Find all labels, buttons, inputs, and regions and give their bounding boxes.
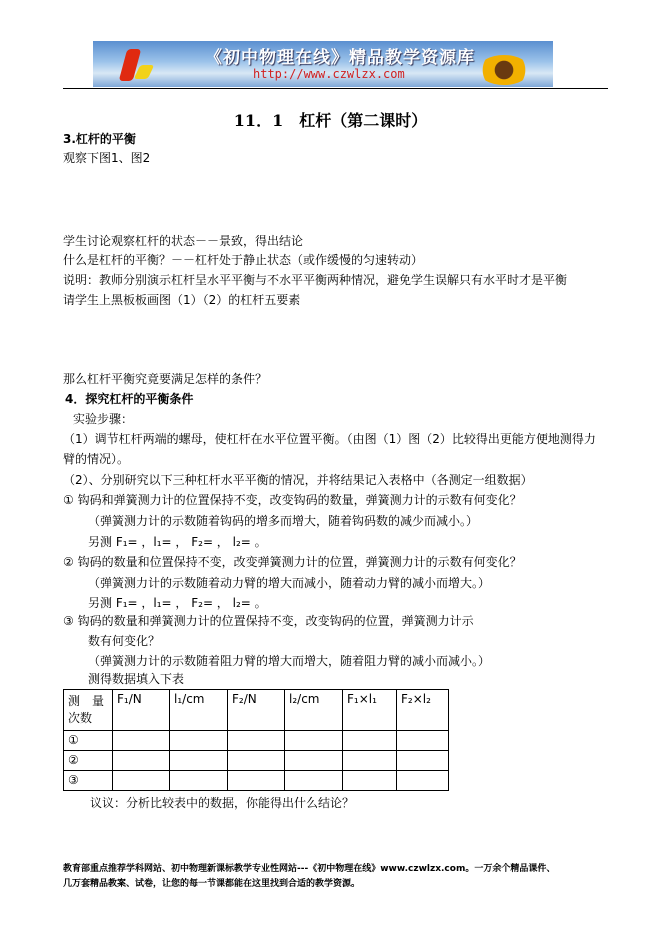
paragraph: ① 钩码和弹簧测力计的位置保持不变，改变钩码的数量，弹簧测力计的示数有何变化？ — [63, 493, 522, 507]
paragraph: （弹簧测力计的示数随着阻力臂的增大而增大，随着阻力臂的减小而减小。） — [88, 654, 491, 668]
cell[interactable] — [397, 771, 449, 791]
paragraph: （弹簧测力计的示数随着动力臂的增大而减小，随着动力臂的减小而增大。） — [88, 576, 491, 590]
cell[interactable] — [285, 751, 343, 771]
paragraph: 数有何变化？ — [88, 634, 161, 648]
fill-in-line: 另测 F₁= ，l₁= ， F₂= ， l₂= 。 — [88, 535, 267, 549]
cell[interactable] — [170, 751, 228, 771]
table-row — [64, 771, 449, 791]
header-cell: 测 量次数 — [64, 690, 113, 731]
footer-line: 几万套精品教案、试卷，让您的每一节课都能在这里找到合适的教学资源。 — [63, 879, 361, 889]
paragraph: 臂的情况）。 — [63, 452, 130, 466]
cell[interactable] — [228, 731, 285, 751]
table-header-row — [64, 690, 449, 731]
sunflower-icon — [478, 55, 530, 85]
cell[interactable] — [113, 751, 170, 771]
site-banner — [93, 41, 553, 87]
banner-url: http://www.czwlzx.com — [253, 67, 405, 81]
cell[interactable] — [228, 771, 285, 791]
cell[interactable] — [343, 751, 397, 771]
cell[interactable] — [343, 771, 397, 791]
paragraph: ③ 钩码的数量和弹簧测力计的位置保持不变，改变钩码的位置，弹簧测力计示 — [63, 614, 474, 628]
section-heading-3: 3.杠杆的平衡 — [63, 132, 136, 146]
cell[interactable] — [397, 731, 449, 751]
page-title: 11．1 杠杆（第二课时） — [233, 111, 428, 130]
fill-in-line: 另测 F₁= ，l₁= ， F₂= ， l₂= 。 — [88, 596, 267, 610]
cell[interactable] — [285, 731, 343, 751]
paragraph: （1）调节杠杆两端的螺母，使杠杆在水平位置平衡。（由图（1）图（2）比较得出更能方便地测得力 — [63, 432, 596, 446]
logo-accent-icon — [134, 65, 155, 79]
paragraph: 什么是杠杆的平衡？－－杠杆处于静止状态（或作缓慢的匀速转动） — [63, 253, 424, 267]
table-row — [64, 731, 449, 751]
row-label: ② — [64, 751, 113, 771]
paragraph: 请学生上黑板板画图（1）（2）的杠杆五要素 — [63, 293, 301, 307]
footer-line: 教育部重点推荐学科网站、初中物理新课标教学专业性网站---《初中物理在线》www.czwlzx.com。一万余个精品课件、 — [63, 864, 556, 874]
cell[interactable] — [397, 751, 449, 771]
table-row — [64, 751, 449, 771]
header-cell: F₂/N — [228, 690, 285, 731]
cell[interactable] — [343, 731, 397, 751]
cell[interactable] — [170, 771, 228, 791]
paragraph: ② 钩码的数量和位置保持不变，改变弹簧测力计的位置，弹簧测力计的示数有何变化？ — [63, 555, 522, 569]
paragraph: 议议：分析比较表中的数据，你能得出什么结论？ — [90, 796, 355, 810]
row-label: ③ — [64, 771, 113, 791]
section-heading-4: 4．探究杠杆的平衡条件 — [65, 392, 194, 406]
header-cell: F₁/N — [113, 690, 170, 731]
banner-title: 《初中物理在线》精品教学资源库 — [205, 48, 475, 68]
row-label: ① — [64, 731, 113, 751]
paragraph: 那么杠杆平衡究竟要满足怎样的条件？ — [63, 372, 268, 386]
paragraph: 测得数据填入下表 — [88, 672, 185, 686]
data-table — [63, 689, 449, 791]
paragraph: 说明：教师分别演示杠杆呈水平平衡与不水平平衡两种情况，避免学生误解只有水平时才是平衡 — [63, 273, 568, 287]
header-cell: F₂×l₂ — [397, 690, 449, 731]
header-divider — [63, 88, 608, 89]
paragraph: 观察下图1、图2 — [63, 151, 151, 165]
header-cell: F₁×l₁ — [343, 690, 397, 731]
paragraph: （2）、分别研究以下三种杠杆水平平衡的情况，并将结果记入表格中（各测定一组数据） — [63, 473, 533, 487]
paragraph: （弹簧测力计的示数随着钩码的增多而增大，随着钩码数的减少而减小。） — [88, 514, 479, 528]
header-cell: l₁/cm — [170, 690, 228, 731]
paragraph: 实验步骤： — [73, 412, 134, 426]
cell[interactable] — [113, 731, 170, 751]
cell[interactable] — [285, 771, 343, 791]
paragraph: 学生讨论观察杠杆的状态－－景致，得出结论 — [63, 234, 304, 248]
cell[interactable] — [228, 751, 285, 771]
header-cell: l₂/cm — [285, 690, 343, 731]
cell[interactable] — [113, 771, 170, 791]
cell[interactable] — [170, 731, 228, 751]
